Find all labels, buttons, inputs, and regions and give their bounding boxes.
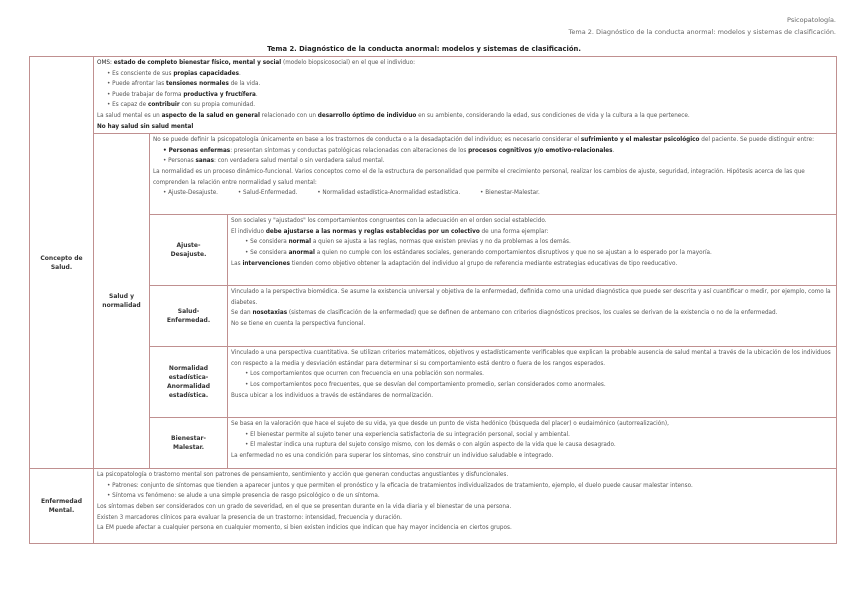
- normality-text: La normalidad es un proceso dinámico-funcional. Varios conceptos como el de la estructura de personalidad que permite el crecimiento personal, realizar los cambios de ajuste, seguridad, integración. Hipótesis acerca de las que comprenden la relación entre normalidad y salud mental:: [153, 168, 805, 186]
- header-subject: Psicopatología.: [787, 16, 836, 24]
- bien-line2: La enfermedad no es una condición para superar los síntomas, sino construir un individuo saludable e integrado.: [231, 452, 554, 459]
- label-enf-line1: Enfermedad: [41, 498, 82, 506]
- cell-oms: [94, 57, 837, 134]
- oms-prefix: OMS:: [97, 60, 112, 66]
- label-salud-enfermedad: [150, 286, 228, 347]
- label-salud-line2: normalidad: [102, 302, 141, 310]
- cell-ajuste: [228, 215, 837, 286]
- label-salud-enf-line1: Salud-: [177, 308, 200, 316]
- criterion-3: • Normalidad estadística-Anormalidad estadística.: [317, 190, 461, 197]
- row-ajuste: [30, 215, 837, 286]
- est-line2: Busca ubicar a los individuos a través de estándares de normalización.: [231, 392, 434, 399]
- oms-bullet-4: • Es capaz de contribuir con su propia comunidad.: [107, 102, 256, 109]
- salud-enf-line2: Se dan nosotaxias (sistemas de clasificación de la enfermedad) que se definen de antemano con criterios diagnósticos precisos, los cuales se derivan de la existencia o no de la enfermedad.: [231, 310, 778, 317]
- summary-table: [29, 56, 837, 544]
- enf-line4: La EM puede afectar a cualquier persona en cualquier momento, si bien existen indicios que indican que hay mayor incidencia en ciertos grupos.: [97, 525, 512, 532]
- cell-enfermedad: [94, 469, 837, 544]
- oms-bullet-1: • Es consciente de sus propias capacidades.: [107, 70, 241, 77]
- criterion-4: • Bienestar-Malestar.: [480, 190, 540, 197]
- salud-enf-line3: No se tiene en cuenta la perspectiva funcional.: [231, 320, 366, 327]
- bien-line1: Se basa en la valoración que hace el sujeto de su vida, ya que desde un punto de vista hedónico (búsqueda del placer) o eudaimónico (autorrealización),: [231, 421, 669, 428]
- cell-estadistica: [228, 347, 837, 418]
- label-estadistica: [150, 347, 228, 418]
- label-bien-line1: Bienestar-: [171, 435, 206, 443]
- page-title: Tema 2. Diagnóstico de la conducta anormal: modelos y sistemas de clasificación.: [267, 45, 581, 53]
- label-ajuste-line2: Desajuste.: [170, 251, 207, 259]
- row-enfermedad: [30, 469, 837, 544]
- label-bien-line2: Malestar.: [172, 444, 205, 452]
- header-topic: Tema 2. Diagnóstico de la conducta anormal: modelos y sistemas de clasificación.: [568, 28, 836, 36]
- label-est-line2: estadística-: [168, 374, 209, 382]
- oms-bullet-2: • Puede afrontar las tensiones normales de la vida.: [107, 81, 261, 88]
- criterion-1: • Ajuste-Desajuste.: [163, 190, 218, 197]
- oms-definition: estado de completo bienestar físico, mental y social: [113, 60, 282, 66]
- salud-bullet-enfermas: • Personas enfermas: presentan síntomas y conductas patológicas relacionadas con alteraciones de los procesos cognitivos y/o emotivo-relacionales.: [163, 147, 615, 154]
- label-est-line1: Normalidad: [168, 365, 209, 373]
- criteria-list: [153, 188, 833, 199]
- row-bienestar: [30, 418, 837, 469]
- ajuste-last: Las intervenciones tienden como objetivo obtener la adaptación del individuo al grupo de referencia mediante estrategias educativas de tipo reeducativo.: [231, 260, 678, 267]
- oms-bullet-3: • Puede trabajar de forma productiva y fructífera.: [107, 91, 258, 98]
- cell-bienestar: [228, 418, 837, 469]
- label-ajuste-line1: Ajuste-: [176, 242, 201, 250]
- label-ajuste: [150, 215, 228, 286]
- no-health-line: No hay salud sin salud mental: [97, 123, 194, 130]
- label-concepto: [30, 57, 94, 469]
- oms-rest: (modelo biopsicosocial) en el que el individuo:: [283, 60, 416, 66]
- ajuste-line2: El individuo debe ajustarse a las normas y reglas establecidas por un colectivo de una forma ejemplar:: [231, 228, 549, 235]
- row-salud-enfermedad: [30, 286, 837, 347]
- bien-sub2: • El malestar indica una ruptura del sujeto consigo mismo, con los demás o con algún aspecto de la vida que le causa desagrado.: [245, 442, 616, 449]
- enf-line3: Existen 3 marcadores clínicos para evaluar la presencia de un trastorno: intensidad, frecuencia y duración.: [97, 514, 402, 521]
- label-concepto-line2: Salud.: [50, 263, 73, 271]
- label-enf-line2: Mental.: [48, 507, 75, 515]
- est-sub2: • Los comportamientos poco frecuentes, que se desvían del comportamiento promedio, serían considerados como anormales.: [245, 381, 606, 388]
- ajuste-sub1: • Se considera normal a quien se ajusta a las reglas, normas que existen previas y no da problemas a los demás.: [245, 239, 571, 246]
- cell-salud-normalidad: [150, 134, 837, 215]
- bien-sub1: • El bienestar permite al sujeto tener una experiencia satisfactoria de su integración personal, social y ambiental.: [245, 431, 570, 438]
- salud-intro: No se puede definir la psicopatología únicamente en base a los trastornos de conducta o a la desadaptación del individuo; es necesario considerar el sufrimiento y el malestar psicológico del paciente. Se puede distinguir entre:: [153, 137, 814, 144]
- row-salud-normalidad: [30, 134, 837, 215]
- label-salud-normalidad: [94, 134, 150, 469]
- row-concepto-oms: [30, 57, 837, 134]
- mental-health-line: La salud mental es un aspecto de la salud en general relacionado con un desarrollo óptimo de individuo en su ambiente, considerando la edad, sus condiciones de vida y la cultura a la que pertenece.: [97, 112, 690, 119]
- salud-enf-line1: Vinculado a la perspectiva biomédica. Se asume la existencia universal y objetiva de la enfermedad, definida como una unidad diagnóstica que puede ser descrita y así cuantificar o medir, por ejemplo, como la diabetes.: [231, 289, 831, 306]
- row-estadistica: [30, 347, 837, 418]
- label-concepto-line1: Concepto de: [40, 254, 83, 262]
- criterion-2: • Salud-Enfermedad.: [237, 190, 298, 197]
- ajuste-sub2: • Se considera anormal a quien no cumple con los estándares sociales, generando comportamientos disruptivos y que no se ajustan a lo esperado por la mayoría.: [245, 249, 712, 256]
- enf-line1: La psicopatología o trastorno mental son patrones de pensamiento, sentimiento y acción que generan conductas angustiantes y disfuncionales.: [97, 472, 509, 479]
- label-est-line4: estadística.: [168, 392, 209, 400]
- label-est-line3: Anormalidad: [166, 383, 211, 391]
- ajuste-line1: Son sociales y "ajustados" los comportamientos congruentes con la adecuación en el orden social establecido.: [231, 218, 547, 225]
- enf-sub2: • Síntoma vs fenómeno: se alude a una simple presencia de rasgo psicológico o de un síntoma.: [107, 493, 380, 500]
- cell-salud-enfermedad: [228, 286, 837, 347]
- est-sub1: • Los comportamientos que ocurren con frecuencia en una población son normales.: [245, 371, 484, 378]
- enf-line2: Los síntomas deben ser considerados con un grado de severidad, en el que se presentan durante en la vida diaria y el bienestar de una persona.: [97, 503, 512, 510]
- label-salud-enf-line2: Enfermedad.: [166, 317, 211, 325]
- label-enfermedad: [30, 469, 94, 544]
- label-bienestar: [150, 418, 228, 469]
- est-line1: Vinculado a una perspectiva cuantitativa. Se utilizan criterios matemáticos, objetivos y estadísticamente verificables que explican la probable ausencia de salud mental a través de la ubicación de los individuos con respecto a la media y desviación estándar para determinar si su comportamiento está dentro o fuera de los rangos esperados.: [231, 350, 831, 367]
- salud-bullet-sanas: • Personas sanas: con verdadera salud mental o sin verdadera salud mental.: [163, 158, 385, 165]
- enf-sub1: • Patrones: conjunto de síntomas que tienden a aparecer juntos y que permiten el pronóstico y la eficacia de tratamientos individualizados de tratamiento, ejemplo, el duelo puede causar malestar intenso.: [107, 482, 693, 489]
- label-salud-line1: Salud y: [109, 293, 134, 301]
